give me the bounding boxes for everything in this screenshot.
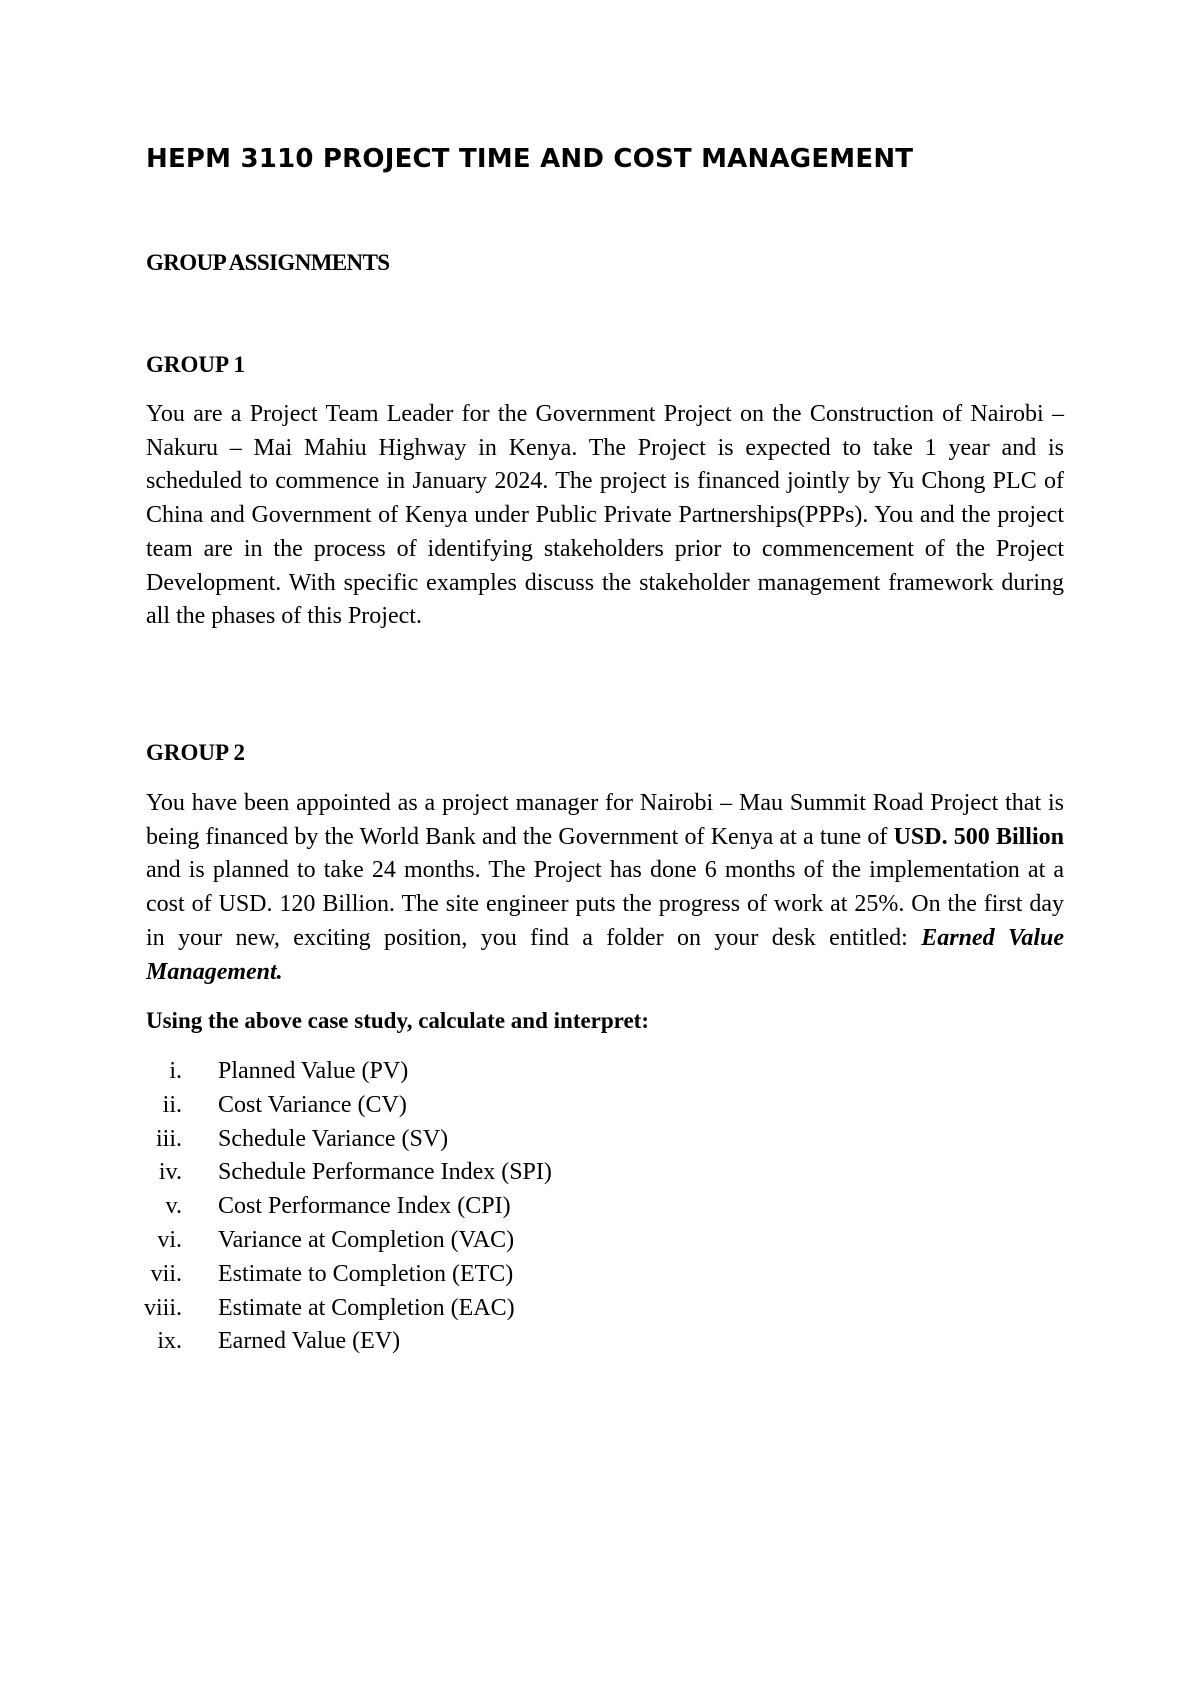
- group-2-paragraph-part-1: You have been appointed as a project manager for Nairobi – Mau Summit Road Project that is being financed by the World Bank and the Government of Kenya at a tune of: [146, 790, 1064, 850]
- group-1-paragraph: You are a Project Team Leader for the Government Project on the Construction of Nairobi – Nakuru – Mai Mahiu Highway in Kenya. The Project is expected to take 1 year and is scheduled to commence in January 2024. The project is financed jointly by Yu Chong PLC of China and Government of Kenya under Public Private Partnerships(PPPs). You and the project team are in the process of identifying stakeholders prior to commencement of the Project Development. With specific examples discuss the stakeholder management framework during all the phases of this Project.: [146, 401, 1064, 630]
- list-item-number: iii.: [155, 1125, 182, 1152]
- budget-amount: USD. 500 Billion: [893, 823, 1064, 850]
- assignment-instruction: Using the above case study, calculate and interpret:: [146, 1008, 650, 1033]
- list-item-number: ii.: [162, 1091, 182, 1118]
- list-item-text: Cost Variance (CV): [218, 1091, 407, 1118]
- list-item-number: iv.: [158, 1159, 182, 1186]
- list-item-text: Cost Performance Index (CPI): [218, 1193, 511, 1220]
- folder-title: Earned Value Management.: [146, 924, 1065, 985]
- list-item-text: Schedule Performance Index (SPI): [218, 1159, 552, 1186]
- list-item-text: Earned Value (EV): [218, 1328, 401, 1355]
- list-item-number: v.: [165, 1193, 182, 1220]
- list-item-text: Estimate to Completion (ETC): [218, 1260, 514, 1287]
- list-item-number: viii.: [143, 1294, 182, 1321]
- list-item-text: Schedule Variance (SV): [218, 1125, 449, 1152]
- list-item-number: i.: [169, 1058, 182, 1084]
- list-item-number: vii.: [150, 1260, 182, 1287]
- group-2-paragraph: [146, 787, 1064, 989]
- group-2-paragraph-part-2: and is planned to take 24 months. The Project has done 6 months of the implementation at a cost of USD. 120 Billion. The site engineer puts the progress of work at 25%. On the first day in your new, exciting position, you find a folder on your desk entitled:: [146, 857, 1064, 951]
- document-title: HEPM 3110 PROJECT TIME AND COST MANAGEMENT: [146, 144, 914, 174]
- list-item-number: ix.: [157, 1328, 182, 1355]
- list-item-number: vi.: [157, 1226, 182, 1253]
- list-item-text: Planned Value (PV): [218, 1058, 409, 1084]
- list-item-text: Variance at Completion (VAC): [218, 1226, 515, 1253]
- group-2-heading: GROUP 2: [146, 740, 246, 765]
- group-1-heading: GROUP 1: [146, 352, 246, 377]
- document-subtitle: GROUP ASSIGNMENTS: [146, 250, 390, 275]
- list-item-text: Estimate at Completion (EAC): [218, 1294, 515, 1321]
- document-page: [143, 0, 1065, 1698]
